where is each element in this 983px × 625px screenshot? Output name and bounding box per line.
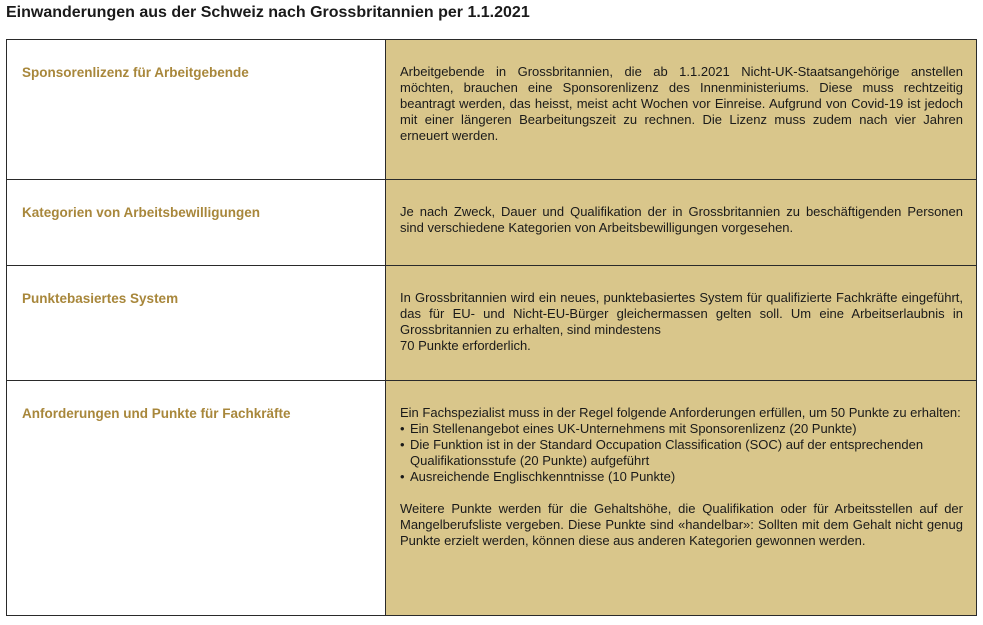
paragraph-gap <box>400 485 963 501</box>
row-label-cell <box>7 180 386 266</box>
row-label-cell <box>7 381 386 616</box>
list-item <box>400 421 963 437</box>
list-item <box>400 437 963 469</box>
row-text-punktesystem <box>386 266 976 366</box>
row-text-anforderungen <box>386 381 976 561</box>
row-text-cell <box>386 381 977 616</box>
row-text-cell <box>386 266 977 381</box>
row-text-cell <box>386 40 977 180</box>
bullet-icon: • <box>400 469 405 484</box>
page-title: Einwanderungen aus der Schweiz nach Grossbritannien per 1.1.2021 <box>6 4 530 21</box>
info-table <box>6 39 977 616</box>
row-label-punktesystem: Punktebasiertes System <box>22 291 179 306</box>
list-item-text: Ein Stellenangebot eines UK-Unternehmens mit Sponsorenlizenz (20 Punkte) <box>410 421 857 436</box>
row-label-cell <box>7 266 386 381</box>
row-text-cell <box>386 180 977 266</box>
requirements-intro: Ein Fachspezialist muss in der Regel folgende Anforderungen erfüllen, um 50 Punkte zu erhalten: <box>400 405 961 420</box>
list-item-text: Ausreichende Englischkenntnisse (10 Punkte) <box>410 469 676 484</box>
row-text-sponsorenlizenz: Arbeitgebende in Grossbritannien, die ab 1.1.2021 Nicht-UK-Staatsangehörige anstellen möchten, brauchen eine Sponsorenlizenz des Innenministeriums. Diese muss rechtzeitig beantragt werden, das heisst, meist acht Wochen vor Einreise. Aufgrund von Covid-19 ist jedoch mit einer längeren Bearbeitungszeit zu rechnen. Die Lizenz muss zudem nach vier Jahren erneuert werden. <box>400 64 963 143</box>
bullet-icon: • <box>400 437 405 452</box>
list-item <box>400 469 963 485</box>
bullet-icon: • <box>400 421 405 436</box>
table-row <box>7 266 977 381</box>
requirements-outro: Weitere Punkte werden für die Gehaltshöhe, die Qualifikation oder für Arbeitsstellen auf der Mangelberufsliste vergeben. Diese Punkte sind «handelbar»: Sollten mit dem Gehalt nicht genug Punkte erzielt werden, können diese aus anderen Kategorien gewonnen werden. <box>400 501 963 548</box>
row-label-anforderungen: Anforderungen und Punkte für Fachkräfte <box>22 406 291 421</box>
requirements-list <box>400 421 963 485</box>
list-item-text: Die Funktion ist in der Standard Occupation Classification (SOC) auf der entsprechenden Qualifikationsstufe (20 Punkte) aufgeführt <box>410 437 924 468</box>
row-label-kategorien: Kategorien von Arbeitsbewilligungen <box>22 205 261 220</box>
row-text-punktesystem-main: In Grossbritannien wird ein neues, punktebasiertes System für qualifizierte Fachkräfte eingeführt, das für EU- und Nicht-EU-Bürger gleichermassen gelten soll. Um eine Arbeitserlaubnis in Grossbritannien zu erhalten, sind mindestens <box>400 290 963 337</box>
row-label-cell <box>7 40 386 180</box>
table-row <box>7 40 977 180</box>
row-label-sponsorenlizenz: Sponsorenlizenz für Arbeitgebende <box>22 65 249 80</box>
table-row <box>7 180 977 266</box>
row-text-punktesystem-line2: 70 Punkte erforderlich. <box>400 338 531 353</box>
row-text-kategorien: Je nach Zweck, Dauer und Qualifikation der in Grossbritannien zu beschäftigenden Personen sind verschiedene Kategorien von Arbeitsbewilligungen vorgesehen. <box>400 204 963 235</box>
table-row <box>7 381 977 616</box>
